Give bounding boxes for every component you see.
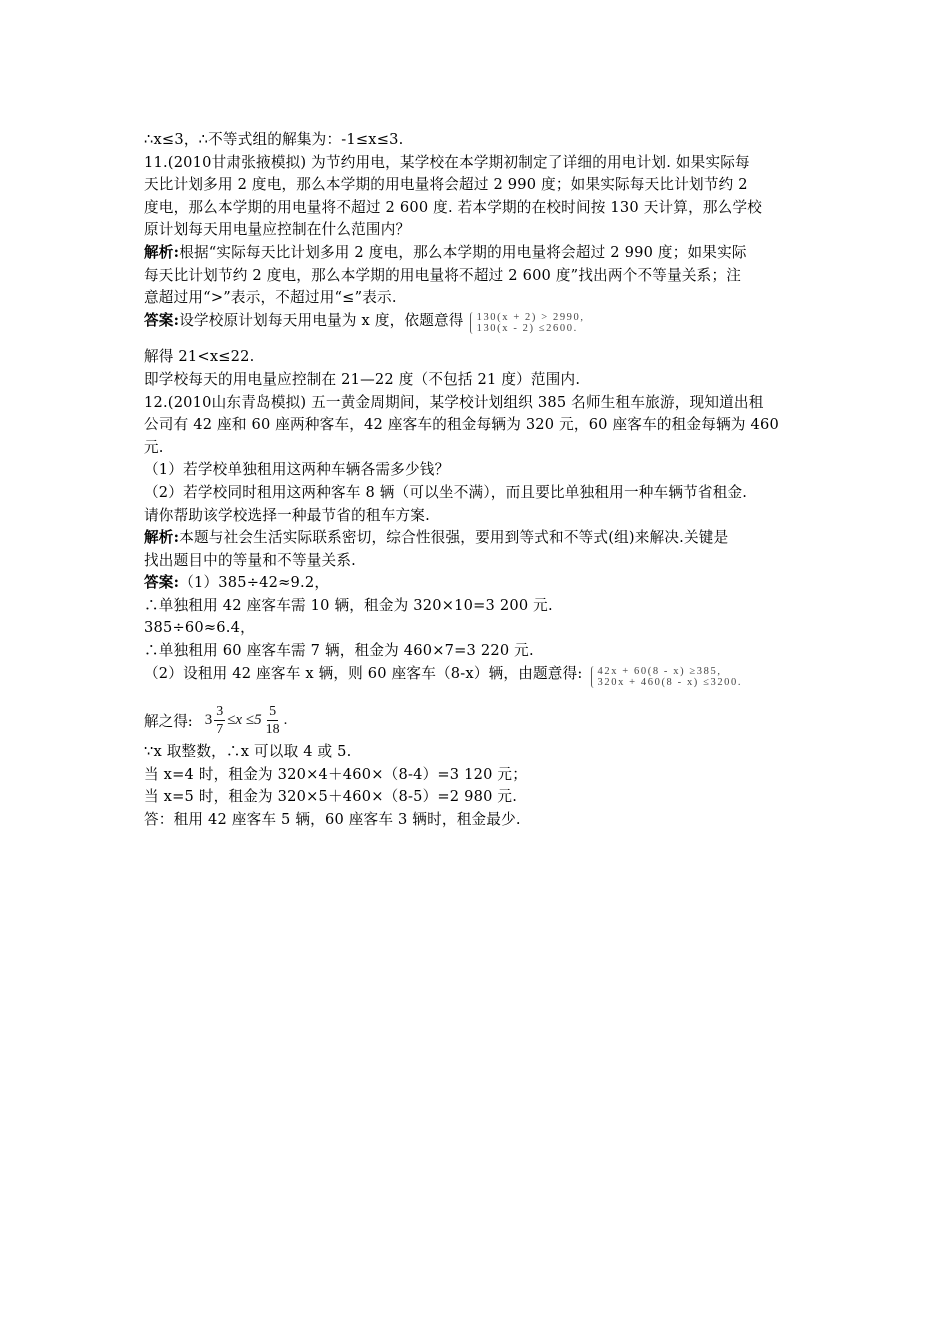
text-line: 天比计划多用 2 度电，那么本学期的用电量将会超过 2 990 度；如果实际每天比计划节约 2 — [144, 176, 748, 194]
answer-line — [144, 572, 812, 595]
text-line: 度电，那么本学期的用电量将不超过 2 600 度. 若本学期的在校时间按 130 天计算，那么学校 — [144, 198, 763, 216]
inequality-middle: ≤x ≤5 — [227, 711, 262, 728]
fraction — [264, 703, 282, 738]
text-line: ∴单独租用 42 座客车需 10 辆，租金为 320×10=3 200 元. — [144, 596, 553, 614]
fraction-denominator: 7 — [216, 721, 224, 737]
analysis-line — [144, 527, 812, 550]
text-line: 公司有 42 座和 60 座两种客车，42 座客车的租金每辆为 320 元，60 座客车的租金每辆为 460 — [144, 416, 779, 434]
mixed-whole: 3 — [204, 711, 213, 728]
analysis-text: 根据“实际每天比计划多用 2 度电，那么本学期的用电量将会超过 2 990 度；如果实际 — [179, 243, 747, 261]
inequality-system — [591, 666, 743, 688]
answer-label: 答案: — [144, 574, 180, 592]
text-line: 原计划每天用电量应控制在什么范围内？ — [144, 221, 411, 239]
fraction-denominator: 18 — [265, 721, 280, 737]
inequality-system — [470, 312, 585, 334]
question-12-title: 12.(2010山东青岛模拟) 五一黄金周期间，某学校计划组织 385 名师生租车旅游，现知道出租 — [144, 393, 764, 411]
analysis-label: 解析: — [144, 243, 180, 261]
sub-question: （1）若学校单独租用这两种车辆各需多少钱？ — [144, 461, 450, 479]
setup-text: （2）设租用 42 座客车 x 辆，则 60 座客车（8-x）辆，由题意得: — [144, 664, 583, 682]
text-line: 385÷60≈6.4， — [144, 619, 255, 637]
inequality-row: 130(x - 2) ≤2600. — [476, 322, 578, 334]
text-line: 当 x=5 时，租金为 320×5＋460×（8-5）=2 980 元. — [144, 788, 518, 806]
spacer — [144, 332, 812, 346]
solution-line — [144, 699, 812, 741]
inequality-row: 130(x + 2) > 2990, — [476, 311, 585, 323]
text-line: 即学校每天的用电量应控制在 21—22 度（不包括 21 度）范围内. — [144, 370, 581, 388]
sub-question: （2）若学校同时租用这两种客车 8 辆（可以坐不满），而且要比单独租用一种车辆节省租金. — [144, 483, 748, 501]
fraction-numerator: 3 — [216, 703, 224, 719]
text-line: 解得 21<x≤22. — [144, 348, 255, 366]
inequality-row: 320x + 460(8 - x) ≤3200. — [597, 676, 743, 688]
text-line: ∴x≤3，∴不等式组的解集为：-1≤x≤3. — [144, 131, 404, 148]
analysis-line — [144, 242, 812, 265]
answer-text: （1）385÷42≈9.2， — [179, 574, 330, 592]
document-body — [144, 129, 812, 832]
analysis-text: 本题与社会生活实际联系密切，综合性很强，要用到等式和不等式(组)来解决.关键是 — [179, 529, 729, 547]
solution-label: 解之得: — [144, 712, 193, 730]
answer-text: 设学校原计划每天用电量为 x 度，依题意得 — [179, 311, 464, 329]
text-line: 每天比计划节约 2 度电，那么本学期的用电量将不超过 2 600 度”找出两个不等量关系；注 — [144, 266, 742, 284]
final-answer: 答：租用 42 座客车 5 辆，60 座客车 3 辆时，租金最少. — [144, 811, 521, 829]
inequality-row: 42x + 60(8 - x) ≥385, — [597, 665, 722, 677]
text-line: 意超过用“>”表示，不超过用“≤”表示. — [144, 289, 397, 307]
formula-end: . — [283, 711, 288, 728]
text-line: 元. — [144, 438, 164, 456]
text-line: ∵x 取整数，∴x 可以取 4 或 5. — [144, 743, 352, 761]
answer-label: 答案: — [144, 311, 180, 329]
text-line: ∴单独租用 60 座客车需 7 辆，租金为 460×7=3 220 元. — [144, 642, 534, 660]
answer-line — [144, 310, 812, 333]
fraction-numerator: 5 — [269, 703, 277, 719]
analysis-label: 解析: — [144, 529, 180, 547]
question-11-title: 11.(2010甘肃张掖模拟) 为节约用电，某学校在本学期初制定了详细的用电计划. 如果实际每 — [144, 153, 750, 171]
fraction — [214, 703, 225, 738]
solution-formula — [205, 703, 288, 738]
text-line: 当 x=4 时，租金为 320×4＋460×（8-4）=3 120 元； — [144, 765, 527, 783]
text-line: 找出题目中的等量和不等量关系. — [144, 551, 356, 569]
text-line — [144, 663, 812, 686]
text-line: 请你帮助该学校选择一种最节省的租车方案. — [144, 506, 430, 524]
